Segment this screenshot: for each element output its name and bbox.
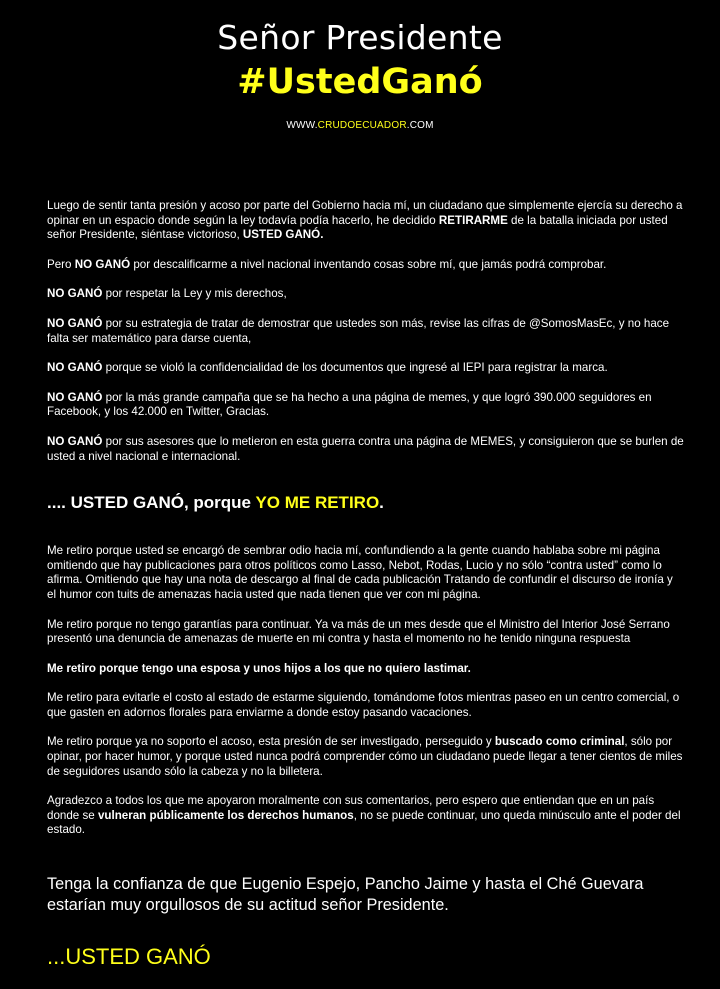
thanks-text-2: , no se puede continuar, uno queda minúsculo ante el poder del estado. (47, 808, 681, 837)
thanks-text: Agradezco a todos los que me apoyaron moralmente con sus comentarios, pero espero que entiendan que en un país donde se (47, 794, 655, 822)
no-gano-text: por su estrategia de tratar de demostrar que ustedes son más, revise las cifras de @SomosMasEc, y no hace falta ser matemático para darse cuenta, (47, 316, 670, 345)
retiro-paragraph-3: Me retiro porque tengo una esposa y unos hijos a los que no quiero lastimar. (47, 661, 471, 675)
retiro-paragraph-4: Me retiro para evitarle el costo al estado de estarme siguiendo, tomándome fotos mientras paseo en un centro comercial, o que gasten en adornos florales para enviarme a donde estoy pasando vacaciones. (47, 691, 680, 719)
criminal-emphasis: buscado como criminal (494, 735, 625, 749)
no-gano-text: por descalificarme a nivel nacional inventando cosas sobre mí, que jamás podrá comprobar. (130, 257, 607, 271)
no-gano-paragraph-5 (47, 391, 684, 420)
retiro-text: Me retiro porque ya no soporto el acoso, esta presión de ser investigado, perseguido y (47, 735, 495, 749)
page-title: Señor Presidente (217, 18, 503, 57)
no-gano-label: NO GANÓ (47, 390, 103, 404)
no-gano-label: NO GANÓ (47, 316, 103, 330)
intro-text: Luego de sentir tanta presión y acoso por parte del Gobierno hacia mí, un ciudadano que simplemente ejercía su derecho a opinar en un espacio donde según la ley todavía podía hacerlo, he decidido (47, 199, 683, 227)
no-gano-paragraph-4 (47, 361, 684, 376)
no-gano-label: NO GANÓ (47, 287, 103, 301)
retiro-text-2: , sólo por opinar, por hacer humor, y porque usted nunca podrá comprender cómo un ciudadano puede llegar a tener cientos de miles de seguidores usando sólo la cabeza y no la billetera. (47, 735, 683, 778)
no-gano-paragraph-1 (47, 258, 684, 273)
heading-highlight: YO ME RETIRO (255, 493, 380, 513)
rights-emphasis: vulneran públicamente los derechos humanos (97, 808, 354, 822)
section-heading (47, 492, 684, 514)
no-gano-label: NO GANÓ (74, 257, 131, 271)
no-gano-text: por sus asesores que lo metieron en esta guerra contra una página de MEMES, y consiguieron que se burlen de usted a nivel nacional e internacional. (47, 434, 684, 463)
letter-body (47, 199, 684, 971)
no-gano-text: porque se violó la confidencialidad de los documentos que ingresé al IEPI para registrar la marca. (102, 361, 608, 375)
no-gano-text: por la más grande campaña que se ha hecho a una página de memes, y que logró 390.000 seguidores en Facebook, y los 42.000 en Twitter, Gracias. (47, 390, 652, 419)
hashtag-title: #UstedGanó (237, 62, 483, 102)
retiro-paragraph-5 (47, 735, 684, 779)
intro-text-2: de la batalla iniciada por usted señor Presidente, siéntase victorioso, (47, 213, 668, 242)
no-gano-label: NO GANÓ (47, 361, 103, 375)
site-highlight: CRUDOECUADOR (317, 120, 407, 131)
site-suffix: .COM (406, 120, 434, 131)
no-gano-prefix: Pero (47, 257, 75, 271)
site-prefix: WWW. (286, 120, 318, 131)
website-url (0, 120, 720, 131)
final-line: ...USTED GANÓ (47, 944, 211, 970)
no-gano-paragraph-3 (47, 317, 684, 346)
no-gano-paragraph-6 (47, 435, 684, 464)
retirarme-emphasis: RETIRARME (438, 213, 508, 227)
thanks-paragraph (47, 794, 684, 838)
no-gano-paragraph-2 (47, 287, 684, 302)
no-gano-text: por respetar la Ley y mis derechos, (102, 287, 287, 301)
retiro-paragraph-2: Me retiro porque no tengo garantías para continuar. Ya va más de un mes desde que el Ministro del Interior José Serrano presentó una denuncia de amenazas de muerte en mi contra y hasta el momento no he tenido ninguna respuesta (47, 617, 670, 646)
no-gano-label: NO GANÓ (47, 434, 103, 448)
closing-paragraph: Tenga la confianza de que Eugenio Espejo, Pancho Jaime y hasta el Ché Guevara estarían muy orgullosos de su actitud señor Presidente. (47, 875, 644, 915)
usted-gano-emphasis: USTED GANÓ. (242, 228, 324, 242)
header (0, 0, 720, 131)
heading-period: . (379, 493, 384, 513)
heading-text: .... USTED GANÓ, porque (47, 493, 256, 513)
intro-paragraph (47, 199, 684, 243)
retiro-paragraph-1: Me retiro porque usted se encargó de sembrar odio hacia mí, confundiendo a la gente cuando hablaba sobre mi página omitiendo que hay publicaciones para otros políticos como Lasso, Nebot, Rodas, Lucio y no sólo “contra usted” como lo afirma. Omitiendo que hay una nota de descargo al final de cada publicación Tratando de confundir el discurso de ironía y el humor con tuits de amenazas hacia usted que nada tienen que ver con mi página. (47, 544, 673, 601)
